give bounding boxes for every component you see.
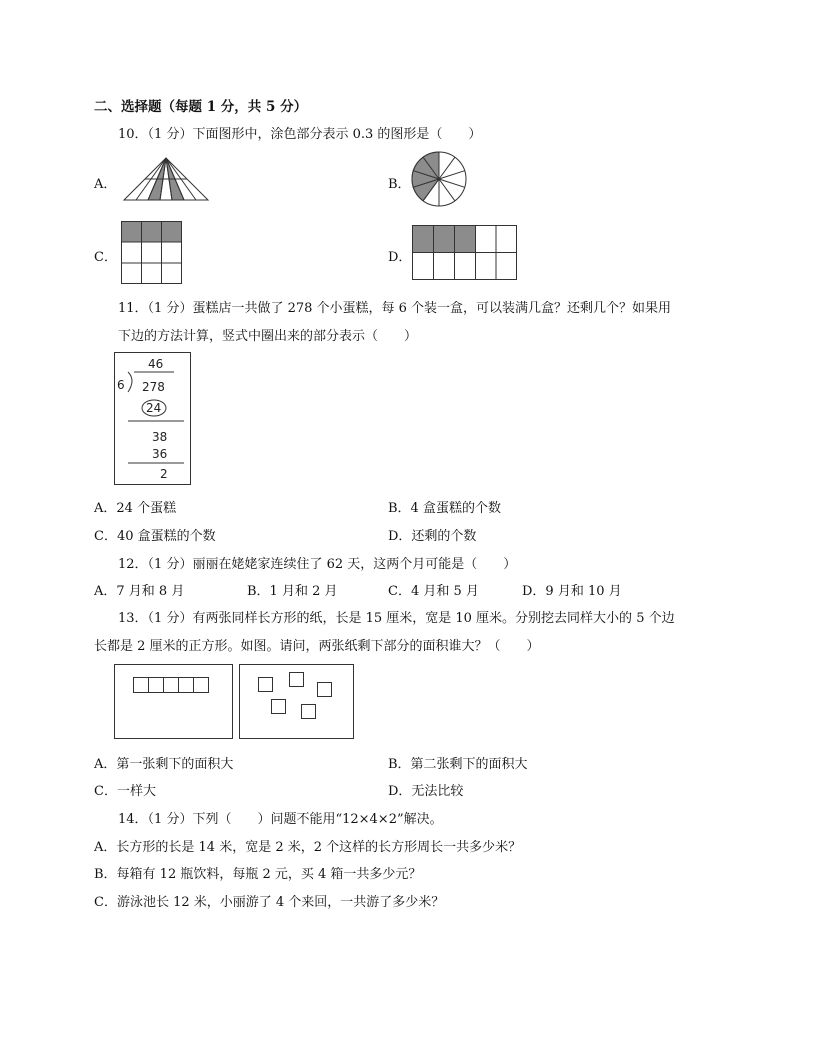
- q12-option-c[interactable]: C．4 月和 5 月: [388, 584, 479, 599]
- q10-option-c-label[interactable]: C．: [94, 250, 117, 265]
- q10-figure-b-circle: [411, 151, 467, 207]
- q12-option-a[interactable]: A．7 月和 8 月: [94, 584, 185, 599]
- q14-option-c[interactable]: C．游泳池长 12 米，小丽游了 4 个来回，一共游了多少米？: [94, 895, 445, 910]
- q13-option-b[interactable]: B．第二张剩下的面积大: [388, 757, 528, 772]
- division-divisor: 6: [117, 378, 125, 392]
- division-remainder: 2: [160, 467, 168, 481]
- q14-option-b[interactable]: B．每箱有 12 瓶饮料，每瓶 2 元，买 4 箱一共多少元？: [94, 867, 422, 882]
- question-10-stem: 10．（1 分）下面图形中，涂色部分表示 0.3 的图形是（ ）: [118, 127, 482, 142]
- q10-figure-c-grid: [121, 221, 183, 285]
- q12-option-b[interactable]: B．1 月和 2 月: [247, 584, 338, 599]
- division-circled-value: 24: [146, 401, 162, 415]
- q10-option-d-label[interactable]: D．: [388, 250, 412, 265]
- division-partial: 38: [152, 430, 168, 444]
- question-13-stem-line2: 长都是 2 厘米的正方形。如图。请问，两张纸剩下部分的面积谁大？（ ）: [94, 639, 540, 654]
- q11-long-division-figure: [114, 352, 192, 486]
- division-quotient: 46: [148, 357, 164, 371]
- q11-option-c[interactable]: C．40 盒蛋糕的个数: [94, 529, 216, 544]
- section-title: 二、选择题（每题 1 分，共 5 分）: [94, 99, 308, 115]
- q10-option-b-label[interactable]: B．: [388, 177, 411, 192]
- question-14-stem: 14．（1 分）下列（ ）问题不能用“12×4×2”解决。: [118, 812, 443, 827]
- q13-paper-2-figure: [239, 664, 355, 740]
- division-sub2: 36: [152, 447, 168, 461]
- question-12-stem: 12．（1 分）丽丽在姥姥家连续住了 62 天，这两个月可能是（ ）: [118, 557, 517, 572]
- q12-option-d[interactable]: D．9 月和 10 月: [522, 584, 622, 599]
- q13-paper-1-figure: [114, 664, 234, 740]
- question-11-stem-line2: 下边的方法计算，竖式中圈出来的部分表示（ ）: [118, 329, 418, 344]
- question-13-stem-line1: 13．（1 分）有两张同样长方形的纸，长是 15 厘米，宽是 10 厘米。分别挖去同样大小的 5 个边: [118, 611, 675, 626]
- division-dividend: 278: [142, 380, 165, 394]
- q13-option-a[interactable]: A．第一张剩下的面积大: [94, 757, 234, 772]
- q10-figure-a-triangle: [122, 156, 210, 202]
- q13-option-c[interactable]: C．一样大: [94, 784, 156, 799]
- q11-option-d[interactable]: D．还剩的个数: [388, 529, 477, 544]
- q13-option-d[interactable]: D．无法比较: [388, 784, 464, 799]
- q11-option-b[interactable]: B．4 盒蛋糕的个数: [388, 501, 501, 516]
- question-11-stem-line1: 11．（1 分）蛋糕店一共做了 278 个小蛋糕，每 6 个装一盒，可以装满几盒？还剩几个？如果用: [118, 301, 672, 316]
- q11-option-a[interactable]: A．24 个蛋糕: [94, 501, 177, 516]
- q10-option-a-label[interactable]: A．: [94, 177, 117, 192]
- q10-figure-d-grid: [412, 225, 518, 281]
- q14-option-a[interactable]: A．长方形的长是 14 米，宽是 2 米，2 个这样的长方形周长一共多少米？: [94, 840, 522, 855]
